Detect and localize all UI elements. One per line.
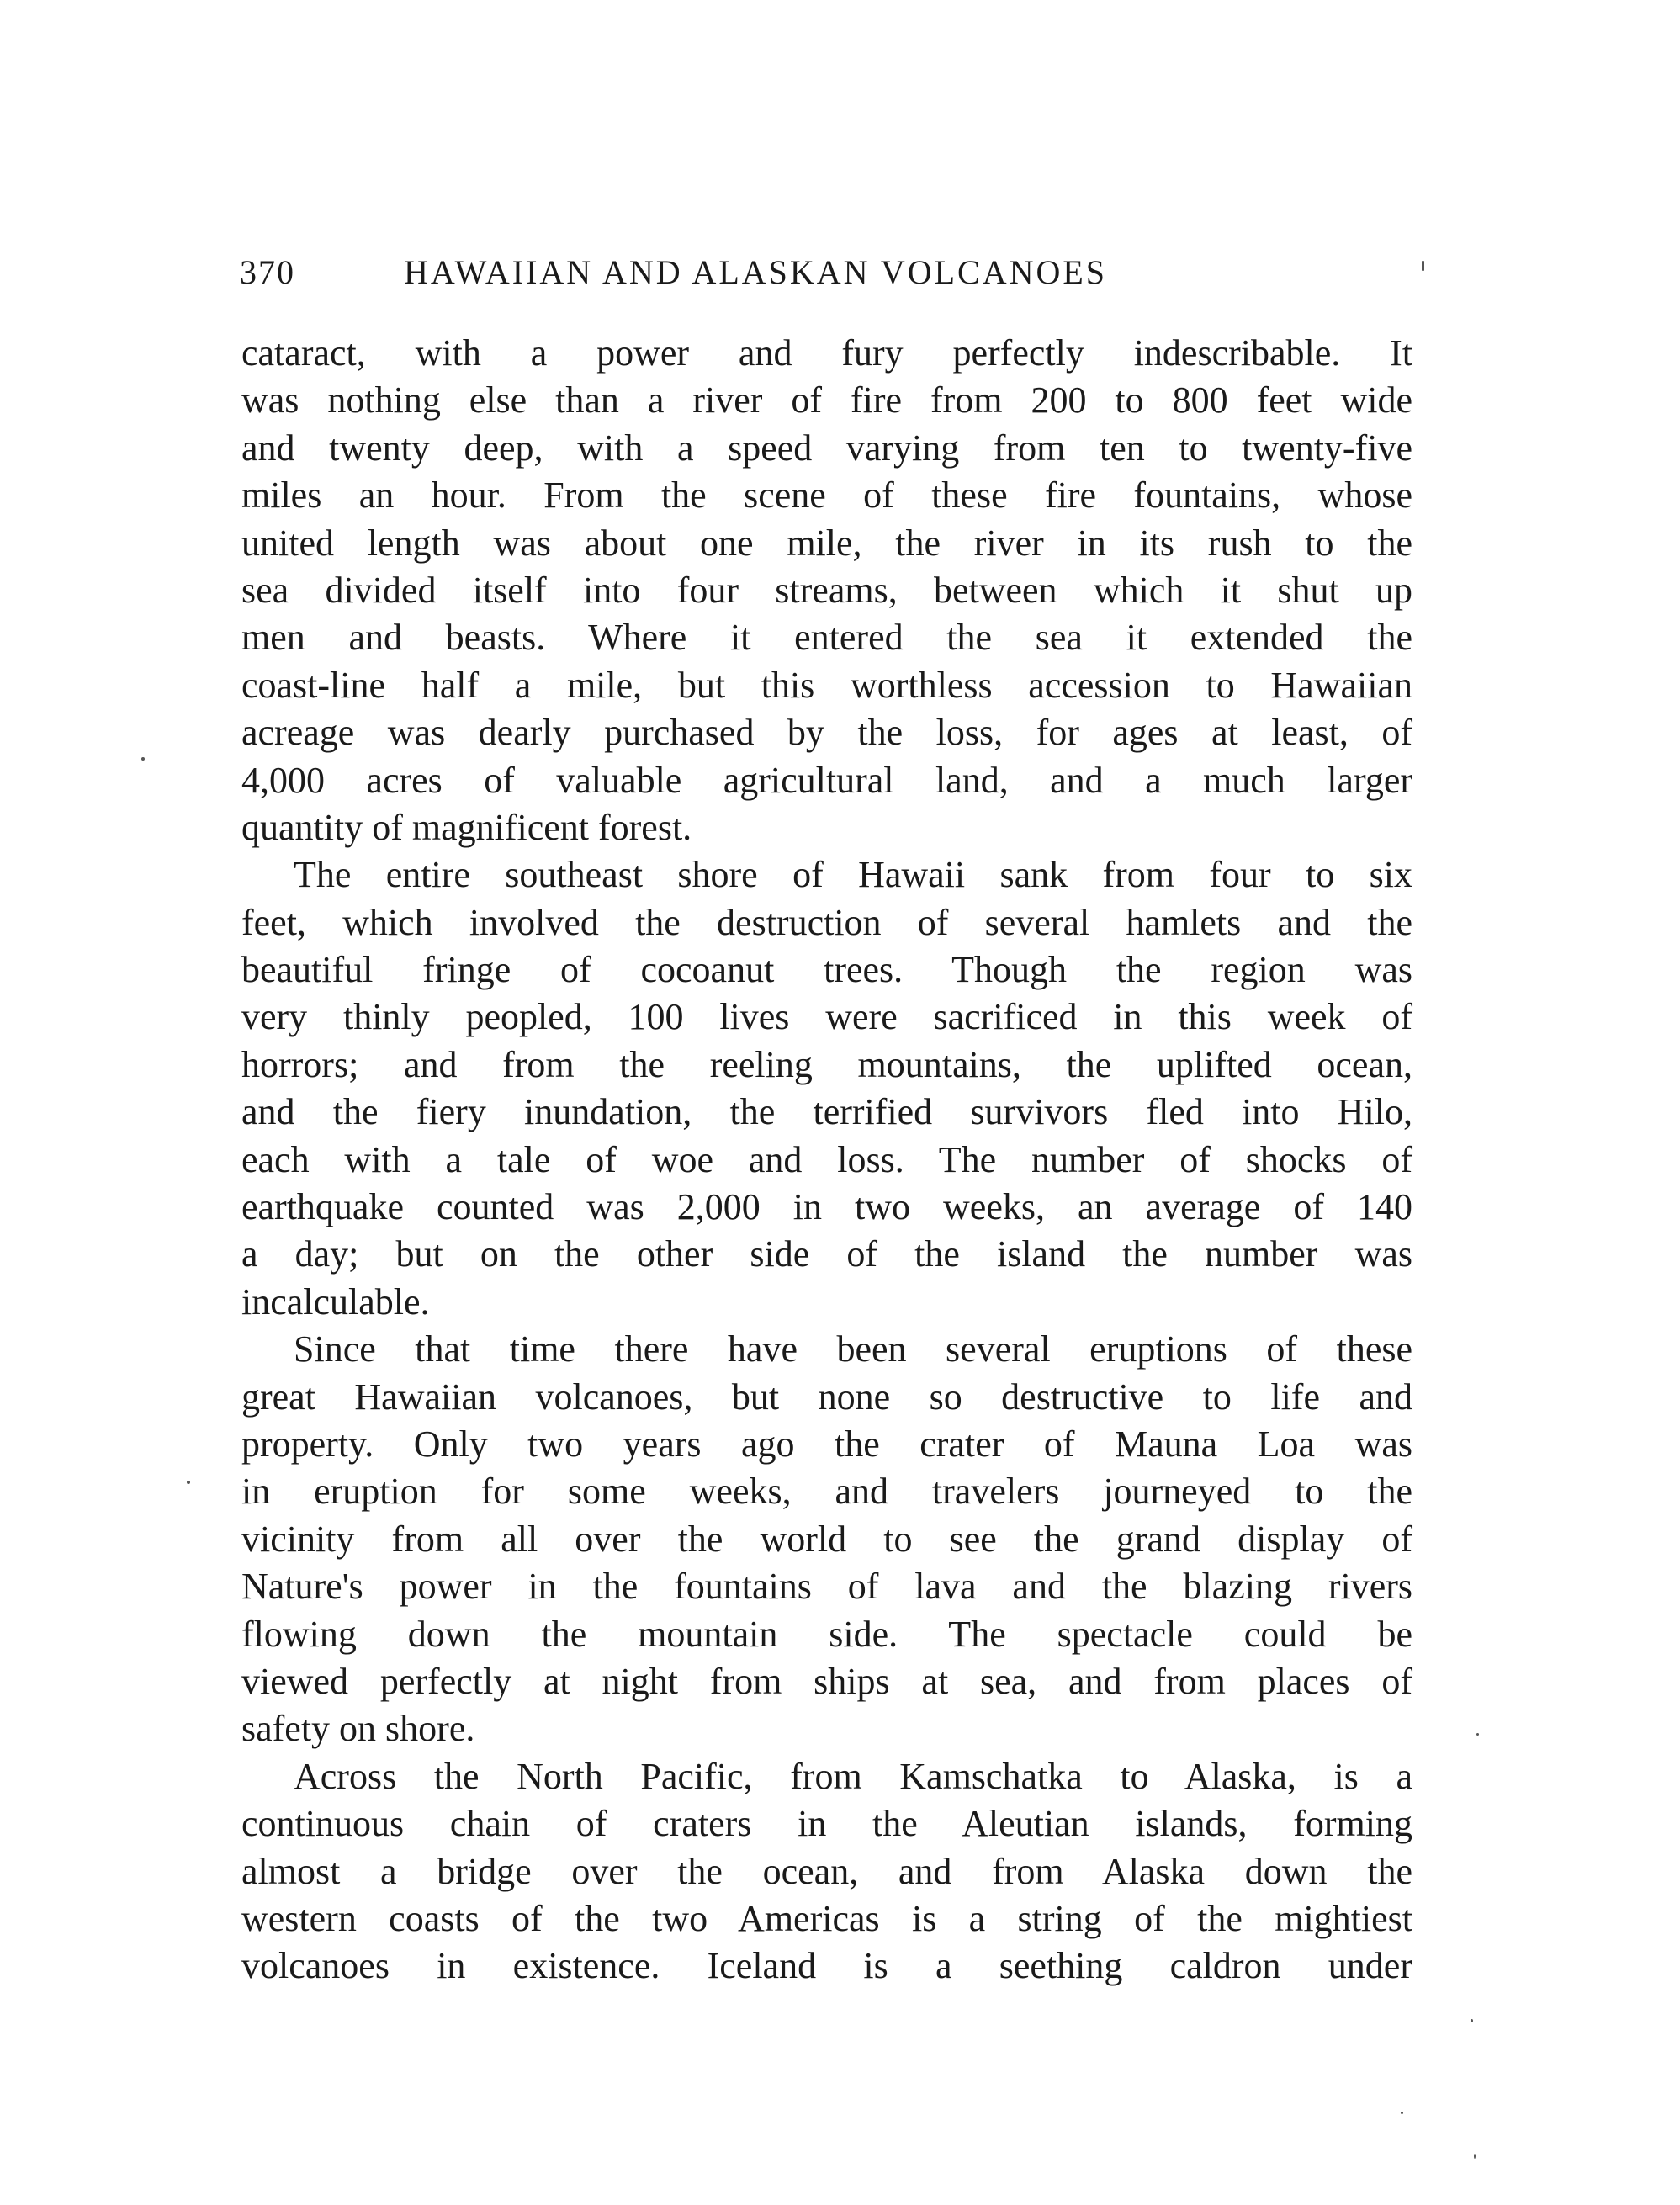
text-line: was nothing else than a river of fire from 200 to 800 feet wide <box>241 379 1412 421</box>
paragraph <box>241 1753 1412 1990</box>
text-line: The entire southeast shore of Hawaii sank from four to six <box>294 854 1412 896</box>
text-line: beautiful fringe of cocoanut trees. Though the region was <box>241 949 1412 991</box>
paragraph <box>241 851 1412 1326</box>
running-title: HAWAIIAN AND ALASKAN VOLCANOES <box>404 253 1108 291</box>
body-text <box>241 330 1412 1990</box>
scan-speck <box>1422 261 1424 271</box>
running-head <box>240 252 1418 303</box>
text-line: feet, which involved the destruction of several hamlets and the <box>241 901 1412 943</box>
text-line: horrors; and from the reeling mountains, the uplifted ocean, <box>241 1043 1412 1085</box>
text-line: western coasts of the two Americas is a string of the mightiest <box>241 1897 1412 1939</box>
text-line: very thinly peopled, 100 lives were sacrificed in this week of <box>241 996 1412 1038</box>
scan-speck <box>1401 2112 1403 2114</box>
text-line: viewed perfectly at night from ships at sea, and from places of <box>241 1660 1412 1702</box>
text-line: each with a tale of woe and loss. The number of shocks of <box>241 1138 1412 1180</box>
text-line: coast-line half a mile, but this worthless accession to Hawaiian <box>241 664 1412 706</box>
text-line: united length was about one mile, the river in its rush to the <box>241 522 1412 564</box>
text-line: miles an hour. From the scene of these fire fountains, whose <box>241 474 1412 517</box>
scan-speck <box>141 757 145 761</box>
scan-speck <box>1476 1733 1479 1736</box>
paragraph <box>241 330 1412 851</box>
text-line: and twenty deep, with a speed varying from ten to twenty-five <box>241 427 1412 469</box>
text-line: almost a bridge over the ocean, and from Alaska down the <box>241 1850 1412 1892</box>
scan-speck <box>1471 2019 1473 2022</box>
text-line: cataract, with a power and fury perfectly indescribable. It <box>241 332 1412 374</box>
text-line: quantity of magnificent forest. <box>241 806 692 848</box>
text-line: men and beasts. Where it entered the sea it extended the <box>241 617 1412 659</box>
scan-speck <box>187 1481 190 1484</box>
text-line: a day; but on the other side of the island the number was <box>241 1233 1412 1275</box>
text-line: continuous chain of craters in the Aleutian islands, forming <box>241 1803 1412 1845</box>
text-line: in eruption for some weeks, and travelers journeyed to the <box>241 1471 1412 1513</box>
text-line: Since that time there have been several eruptions of these <box>294 1328 1412 1370</box>
text-line: earthquake counted was 2,000 in two weeks, an average of 140 <box>241 1186 1412 1228</box>
text-line: property. Only two years ago the crater of Mauna Loa was <box>241 1423 1412 1465</box>
text-line: vicinity from all over the world to see the grand display of <box>241 1518 1412 1560</box>
paragraph <box>241 1326 1412 1753</box>
text-line: Nature's power in the fountains of lava and the blazing rivers <box>241 1566 1412 1608</box>
text-line: flowing down the mountain side. The spectacle could be <box>241 1613 1412 1655</box>
text-line: safety on shore. <box>241 1708 475 1750</box>
scan-speck <box>1474 2154 1476 2159</box>
text-line: acreage was dearly purchased by the loss, for ages at least, of <box>241 712 1412 754</box>
text-line: Across the North Pacific, from Kamschatka to Alaska, is a <box>294 1755 1412 1797</box>
text-line: 4,000 acres of valuable agricultural land, and a much larger <box>241 759 1412 801</box>
page-number: 370 <box>240 253 295 291</box>
text-line: volcanoes in existence. Iceland is a seething caldron under <box>241 1945 1412 1987</box>
text-line: great Hawaiian volcanoes, but none so destructive to life and <box>241 1375 1412 1418</box>
text-line: sea divided itself into four streams, between which it shut up <box>241 569 1412 611</box>
text-line: incalculable. <box>241 1280 430 1322</box>
text-line: and the fiery inundation, the terrified survivors fled into Hilo, <box>241 1091 1412 1133</box>
